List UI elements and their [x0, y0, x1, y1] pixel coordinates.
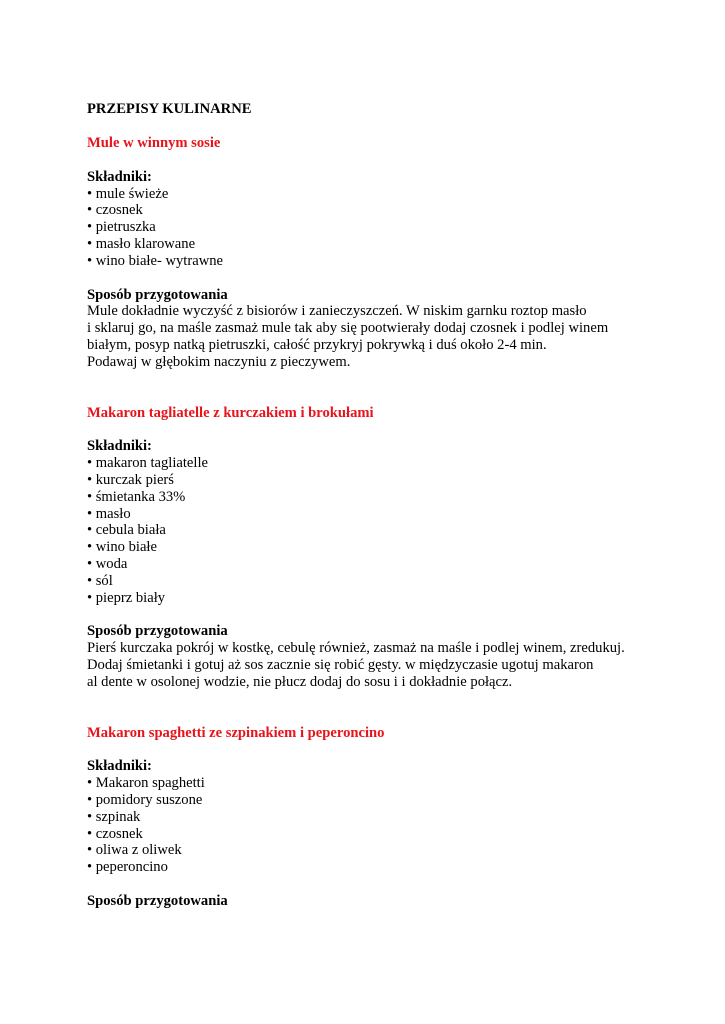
ingredients-list [87, 775, 687, 876]
method-line: i sklaruj go, na maśle zasmaż mule tak aby się pootwierały dodaj czosnek i podlej winem [87, 320, 609, 337]
method-text [87, 303, 687, 370]
ingredient-item: • szpinak [87, 808, 141, 825]
ingredient-item: • sól [87, 572, 113, 589]
document-page [87, 101, 687, 910]
recipe-title: Makaron spaghetti ze szpinakiem i peperoncino [87, 724, 385, 741]
ingredient-item: • cebula biała [87, 522, 166, 539]
ingredients-list [87, 186, 687, 270]
method-line: Pierś kurczaka pokrój w kostkę, cebulę również, zasmaż na maśle i podlej winem, zredukuj. [87, 640, 625, 657]
ingredient-item: • kurczak pierś [87, 471, 174, 488]
ingredient-item: • wino białe [87, 539, 157, 556]
recipe-section [87, 135, 687, 371]
method-text [87, 640, 687, 690]
ingredient-item: • Makaron spaghetti [87, 775, 205, 792]
method-line: Mule dokładnie wyczyść z bisiorów i zanieczyszczeń. W niskim garnku roztop masło [87, 303, 587, 320]
method-label: Sposób przygotowania [87, 892, 228, 909]
ingredient-item: • pomidory suszone [87, 791, 203, 808]
ingredient-item: • makaron tagliatelle [87, 455, 208, 472]
spacer [87, 152, 687, 169]
ingredient-item: • wino białe- wytrawne [87, 252, 224, 269]
spacer [87, 741, 687, 758]
method-line: Dodaj śmietanki i gotuj aż sos zacznie się robić gęsty. w międzyczasie ugotuj makaron [87, 656, 594, 673]
ingredient-item: • mule świeże [87, 185, 169, 202]
spacer [87, 421, 687, 438]
ingredient-item: • masło klarowane [87, 235, 196, 252]
ingredients-label: Składniki: [87, 168, 152, 185]
ingredient-item: • czosnek [87, 825, 143, 842]
recipe-title: Makaron tagliatelle z kurczakiem i brokułami [87, 404, 374, 421]
method-label: Sposób przygotowania [87, 623, 228, 640]
spacer [87, 270, 687, 287]
method-line: al dente w osolonej wodzie, nie płucz dodaj do sosu i i dokładnie połącz. [87, 673, 513, 690]
spacer [87, 371, 687, 405]
spacer [87, 118, 687, 135]
ingredient-item: • pietruszka [87, 219, 156, 236]
ingredient-item: • pieprz biały [87, 589, 166, 606]
ingredient-item: • woda [87, 555, 128, 572]
ingredient-item: • peperoncino [87, 859, 168, 876]
method-line: Podawaj w głębokim naczyniu z pieczywem. [87, 353, 351, 370]
recipe-section [87, 405, 687, 691]
spacer [87, 606, 687, 623]
recipe-title: Mule w winnym sosie [87, 135, 221, 151]
ingredient-item: • masło [87, 505, 131, 522]
spacer [87, 876, 687, 893]
ingredients-label: Składniki: [87, 758, 152, 775]
document-title: PRZEPISY KULINARNE [87, 101, 252, 117]
recipe-section [87, 725, 687, 910]
ingredients-label: Składniki: [87, 438, 152, 455]
ingredient-item: • śmietanka 33% [87, 488, 186, 505]
spacer [87, 691, 687, 725]
method-line: białym, posyp natką pietruszki, całość przykryj pokrywką i duś około 2-4 min. [87, 336, 547, 353]
method-label: Sposób przygotowania [87, 286, 228, 303]
ingredients-list [87, 455, 687, 606]
ingredient-item: • czosnek [87, 202, 143, 219]
ingredient-item: • oliwa z oliwek [87, 842, 182, 859]
